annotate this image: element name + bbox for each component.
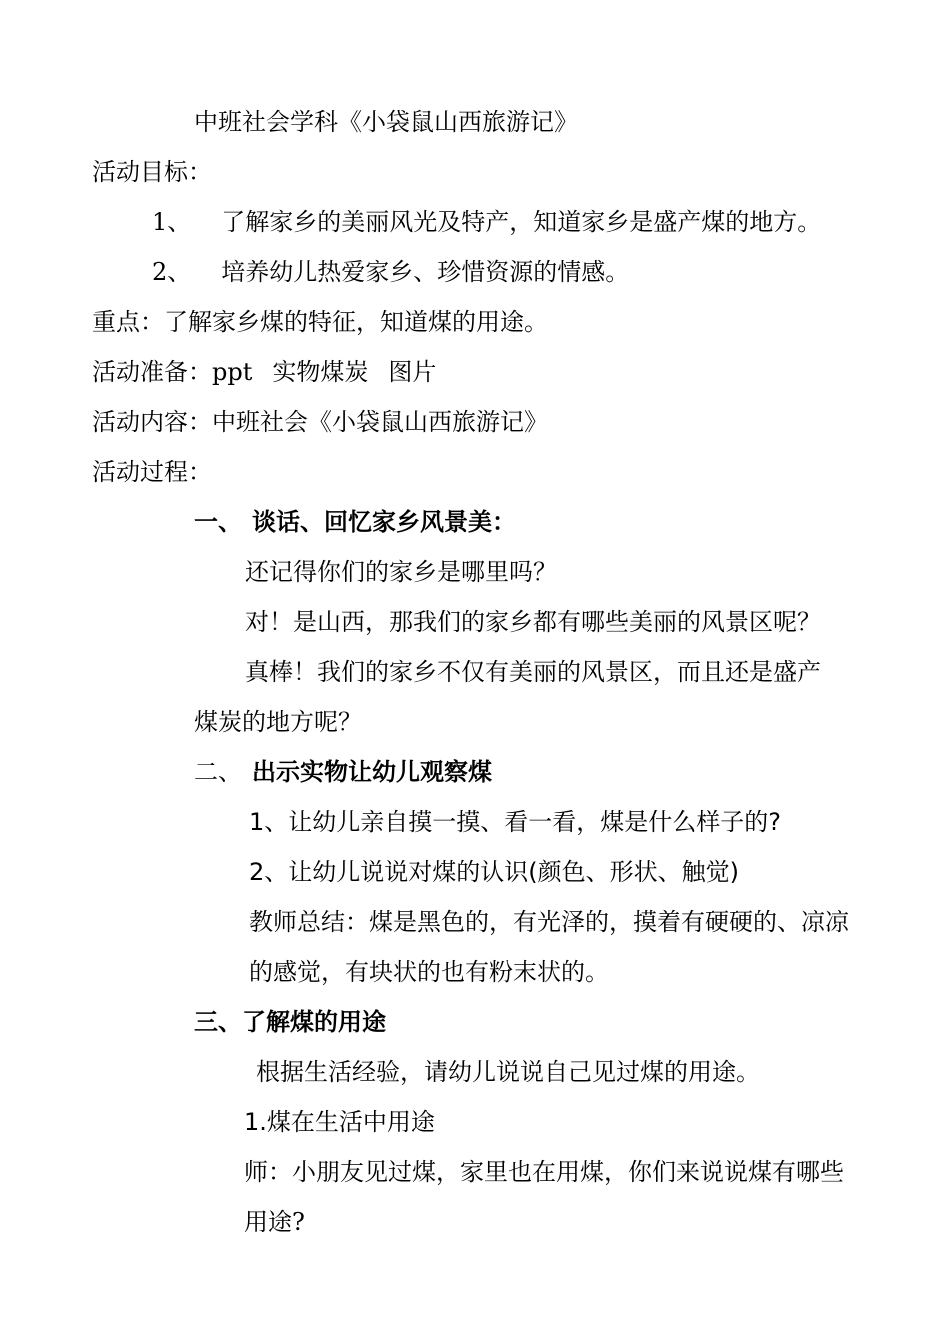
paragraph-line: 教师总结：煤是黑色的，有光泽的，摸着有硬硬的、凉凉	[249, 908, 849, 936]
goal-text: 了解家乡的美丽风光及特产，知道家乡是盛产煤的地方。	[221, 208, 822, 236]
preparation-item: ppt	[212, 358, 253, 386]
goal-text: 培养幼儿热爱家乡、珍惜资源的情感。	[221, 258, 630, 286]
paragraph-line: 还记得你们的家乡是哪里吗？	[245, 558, 557, 586]
paragraph-line: 根据生活经验，请幼儿说说自己见过煤的用途。	[256, 1058, 760, 1086]
key-point: 重点：了解家乡煤的特征，知道煤的用途。	[92, 308, 548, 336]
paragraph-line: 真棒！我们的家乡不仅有美丽的风景区，而且还是盛产	[245, 658, 821, 686]
section-heading	[194, 506, 516, 538]
preparation	[92, 356, 436, 388]
paragraph-line: 煤炭的地方呢？	[194, 708, 362, 736]
preparation-item: 图片	[388, 358, 437, 386]
paragraph-line: 1、让幼儿亲自摸一摸、看一看，煤是什么样子的?	[249, 808, 782, 836]
goal-item	[152, 206, 821, 238]
section-number: 一、	[194, 508, 242, 536]
activity-content: 活动内容：中班社会《小袋鼠山西旅游记》	[92, 408, 548, 436]
section-number: 二、	[194, 758, 242, 786]
goal-number: 2、	[152, 258, 192, 286]
paragraph-line: 对！是山西，那我们的家乡都有哪些美丽的风景区呢？	[245, 608, 821, 636]
goal-number: 1、	[152, 208, 192, 236]
preparation-item: 实物煤炭	[272, 358, 369, 386]
goals-heading: 活动目标：	[92, 158, 212, 186]
preparation-label: 活动准备：	[92, 358, 212, 386]
document-title: 中班社会学科《小袋鼠山西旅游记》	[194, 108, 578, 136]
paragraph-line: 的感觉，有块状的也有粉末状的。	[249, 958, 609, 986]
goal-item	[152, 256, 629, 288]
paragraph-line: 师：小朋友见过煤，家里也在用煤，你们来说说煤有哪些	[244, 1158, 844, 1186]
section-title: 谈话、回忆家乡风景美：	[252, 508, 516, 536]
paragraph-line: 用途?	[244, 1208, 305, 1236]
section-heading: 三、了解煤的用途	[194, 1008, 386, 1036]
section-heading	[194, 756, 492, 788]
paragraph-line: 2、让幼儿说说对煤的认识(颜色、形状、触觉)	[249, 858, 739, 886]
process-heading: 活动过程：	[92, 458, 212, 486]
paragraph-line: 1.煤在生活中用途	[244, 1108, 435, 1136]
section-title: 出示实物让幼儿观察煤	[252, 758, 492, 786]
